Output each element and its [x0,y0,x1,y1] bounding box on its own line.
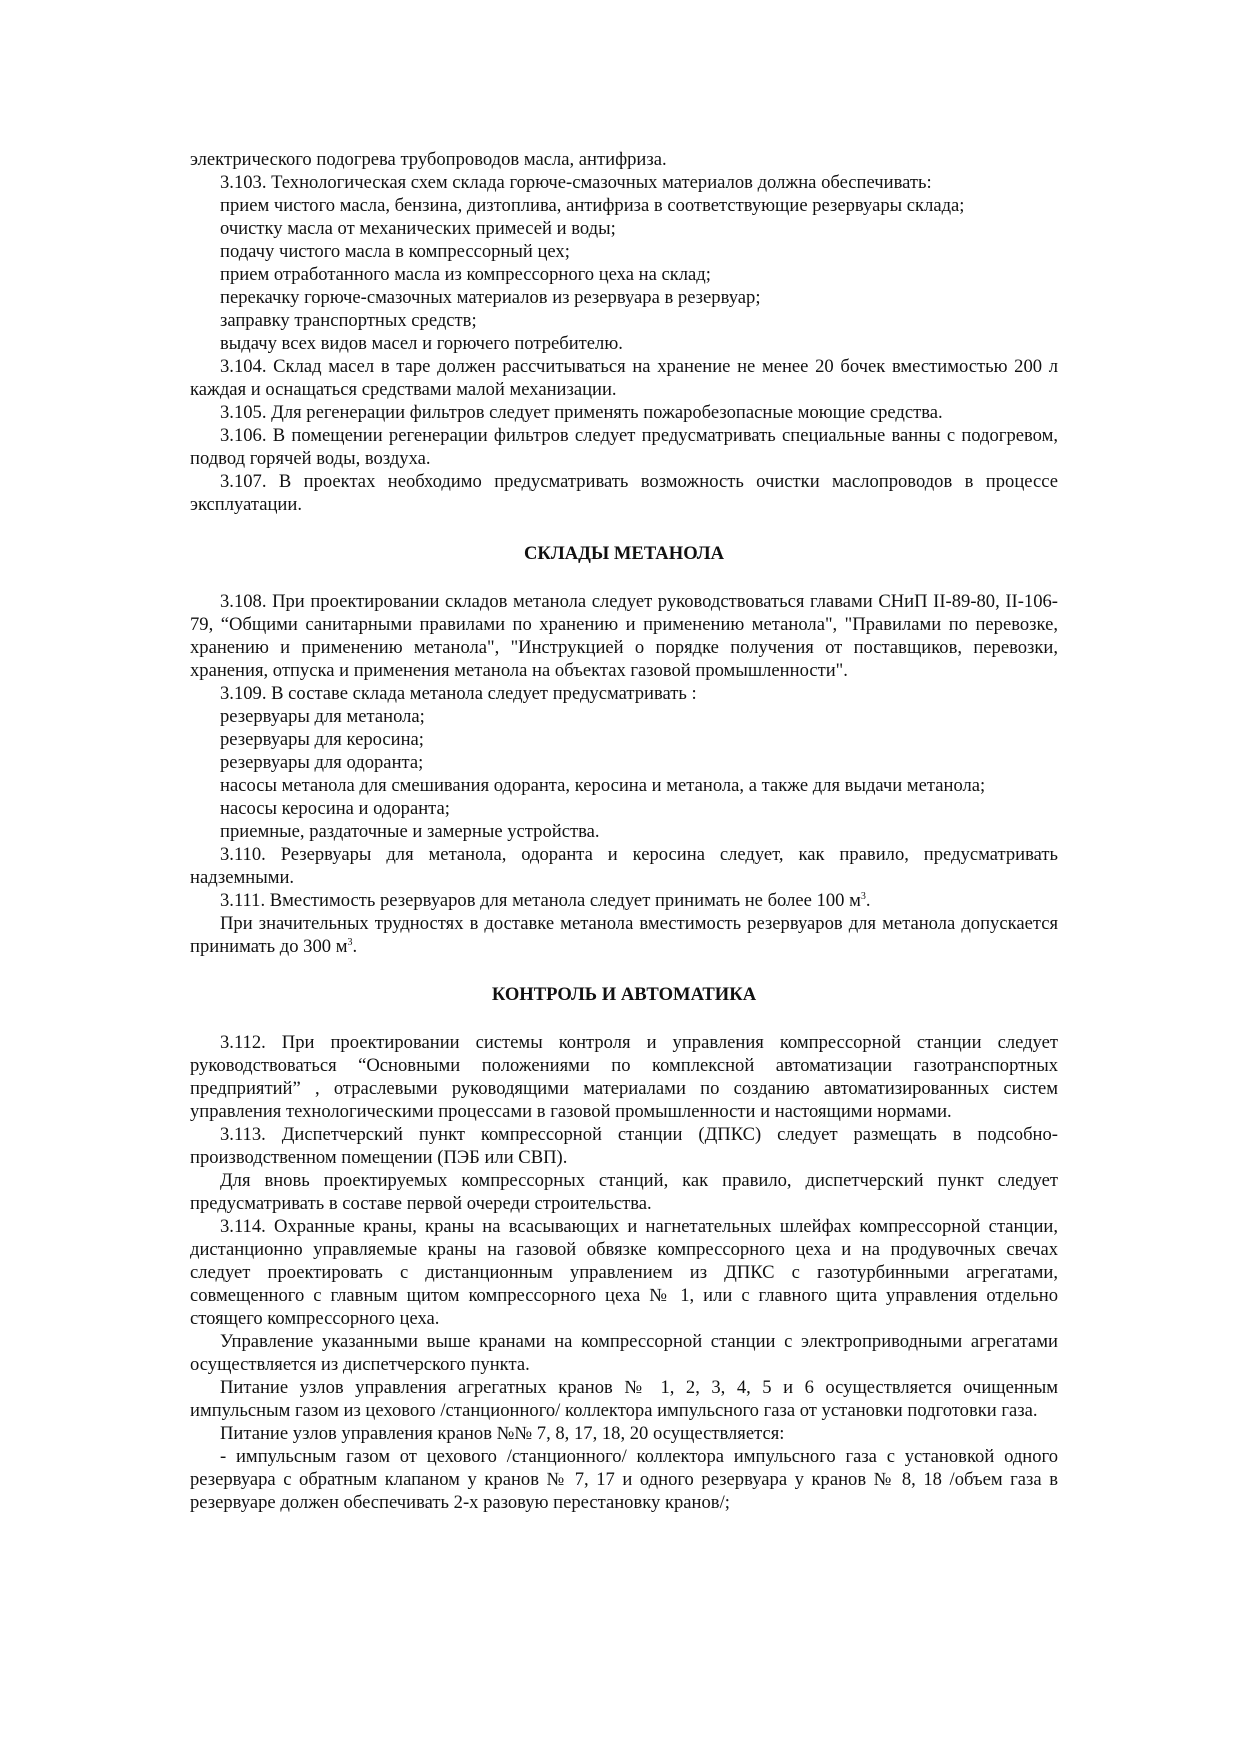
paragraph: электрического подогрева трубопроводов масла, антифриза. [190,149,667,170]
paragraph: 3.106. В помещении регенерации фильтров следует предусматривать специальные ванны с подогревом, подвод горячей воды, воздуха. [190,425,1058,469]
paragraph-text: . [352,936,358,957]
list-item: заправку транспортных средств; [220,310,477,331]
paragraph-text: При значительных трудностях в доставке метанола вместимость резервуаров для метанола допускается принимать до 300 м [190,913,1058,957]
paragraph [190,912,1058,958]
list-item: насосы керосина и одоранта; [220,798,450,819]
list-item: подачу чистого масла в компрессорный цех; [220,241,570,262]
superscript: 3 [347,936,353,948]
paragraph: 3.103. Технологическая схем склада горюче-смазочных материалов должна обеспечивать: [220,172,932,193]
list-item: очистку масла от механических примесей и воды; [220,218,616,239]
section-heading-control: КОНТРОЛЬ И АВТОМАТИКА [491,984,757,1005]
paragraph: 3.107. В проектах необходимо предусматривать возможность очистки маслопроводов в процессе эксплуатации. [190,471,1058,515]
list-item: резервуары для керосина; [220,729,424,750]
paragraph: - импульсным газом от цехового /станционного/ коллектора импульсного газа с установкой одного резервуара с обратным клапаном у кранов № 7, 17 и одного резервуара у кранов № 8, 18 /объем газа в резервуаре должен обеспечивать 2-х разовую перестановку кранов/; [190,1446,1058,1513]
paragraph: 3.113. Диспетчерский пункт компрессорной станции (ДПКС) следует размещать в подсобно-производственном помещении (ПЭБ или СВП). [190,1124,1058,1168]
paragraph: Для вновь проектируемых компрессорных станций, как правило, диспетчерский пункт следует предусматривать в составе первой очереди строительства. [190,1170,1058,1214]
paragraph: Питание узлов управления агрегатных кранов № 1, 2, 3, 4, 5 и 6 осуществляется очищенным импульсным газом из цехового /станционного/ коллектора импульсного газа от установки подготовки газа. [190,1377,1058,1421]
paragraph: 3.114. Охранные краны, краны на всасывающих и нагнетательных шлейфах компрессорной станции, дистанционно управляемые краны на газовой обвязке компрессорного цеха и на продувочных свечах следует проектировать с дистанционным управлением из ДПКС с газотурбинными агрегатами, совмещенного с главным щитом компрессорного цеха № 1, или с главного щита управления отдельно стоящего компрессорного цеха. [190,1216,1058,1329]
list-item: прием чистого масла, бензина, дизтоплива, антифриза в соответствующие резервуары склада; [220,195,965,216]
section-heading-methanol: СКЛАДЫ МЕТАНОЛА [523,543,725,564]
paragraph: Управление указанными выше кранами на компрессорной станции с электроприводными агрегатами осуществляется из диспетчерского пункта. [190,1331,1058,1375]
list-item: выдачу всех видов масел и горючего потребителю. [220,333,623,354]
list-item: резервуары для одоранта; [220,752,424,773]
list-item: прием отработанного масла из компрессорного цеха на склад; [220,264,711,285]
paragraph [190,889,1058,912]
list-item: приемные, раздаточные и замерные устройства. [220,821,600,842]
paragraph-text: 3.111. Вместимость резервуаров для метанола следует принимать не более 100 м [220,890,861,911]
list-item: насосы метанола для смешивания одоранта, керосина и метанола, а также для выдачи метанола; [220,775,986,796]
paragraph: 3.110. Резервуары для метанола, одоранта и керосина следует, как правило, предусматривать надземными. [190,844,1058,888]
paragraph: Питание узлов управления кранов №№ 7, 8, 17, 18, 20 осуществляется: [220,1423,785,1444]
paragraph: 3.108. При проектировании складов метанола следует руководствоваться главами СНиП II-89-80, II-106-79, “Общими санитарными правилами по хранению и применению метанола", "Правилами по перевозке, хранению и применению метанола", "Инструкцией о порядке получения от поставщиков, перевозки, хранения, отпуска и применения метанола на объектах газовой промышленности". [190,591,1058,681]
paragraph: 3.112. При проектировании системы контроля и управления компрессорной станции следует руководствоваться “Основными положениями по комплексной автоматизации газотранспортных предприятий” , отраслевыми руководящими материалами по созданию автоматизированных систем управления технологическими процессами в газовой промышленности и настоящими нормами. [190,1032,1058,1122]
paragraph: 3.109. В составе склада метанола следует предусматривать : [220,683,697,704]
superscript: 3 [860,890,866,902]
list-item: резервуары для метанола; [220,706,425,727]
paragraph: 3.105. Для регенерации фильтров следует применять пожаробезопасные моющие средства. [220,402,943,423]
paragraph-text: . [865,890,871,911]
paragraph: 3.104. Склад масел в таре должен рассчитываться на хранение не менее 20 бочек вместимостью 200 л каждая и оснащаться средствами малой механизации. [190,356,1058,400]
document-page [190,148,1058,1514]
list-item: перекачку горюче-смазочных материалов из резервуара в резервуар; [220,287,761,308]
